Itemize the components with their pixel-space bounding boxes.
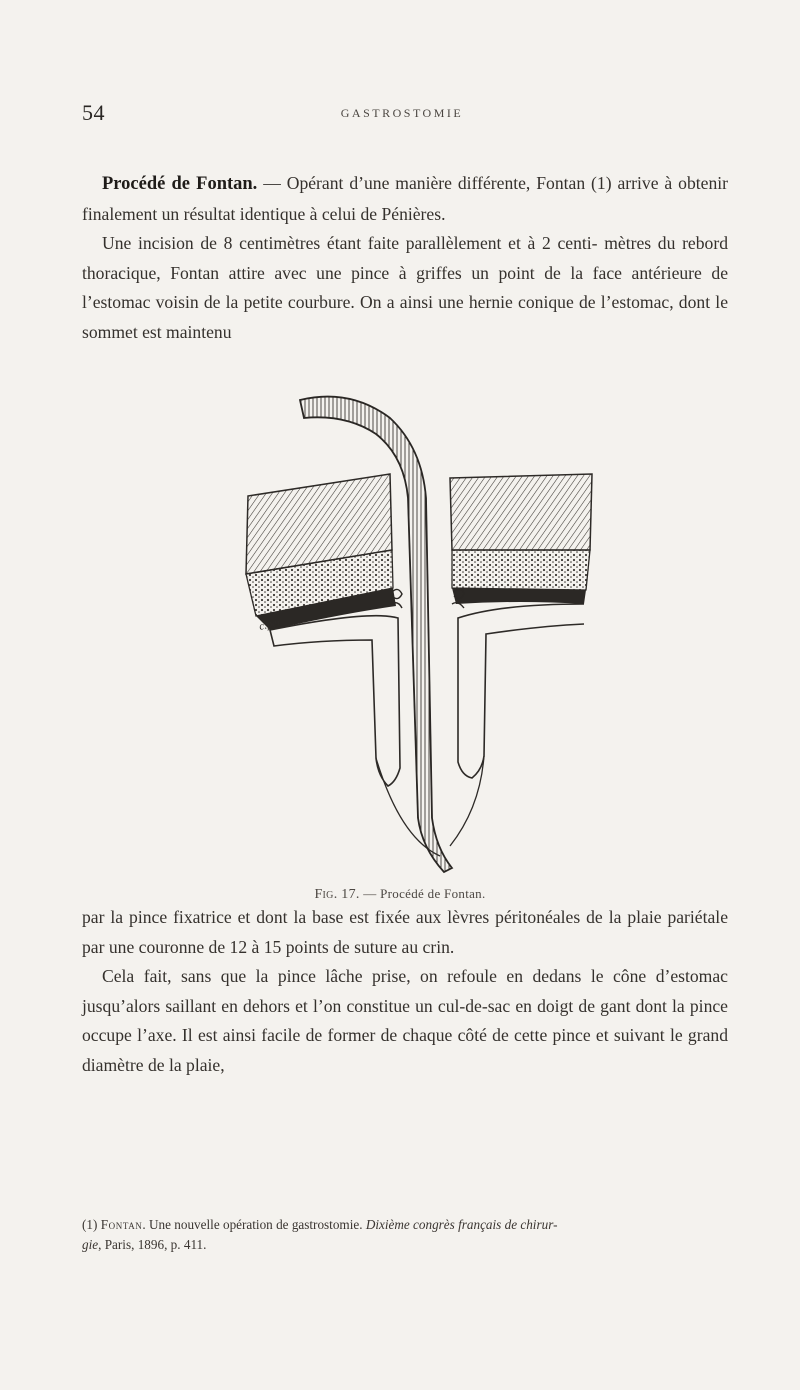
figure-caption [0,886,800,903]
paragraph-1-line-6: a ainsi une hernie conique de l’estomac, dont le sommet est maintenu [82,292,729,342]
page-header [82,100,722,130]
footnote-text-1: . Une nouvelle opération de gastrostomie. [142,1217,366,1232]
paragraph-1-line-5: point de la face antérieure de l’estomac voisin de la petite courbure. On [82,262,729,313]
running-head: GASTROSTOMIE [340,106,464,120]
page-number: 54 [82,100,105,125]
footnote-text-2: , Paris, 1896, p. 411. [98,1237,207,1252]
left-abdominal-wall [246,474,396,630]
figure-caption-label: Fig. 17. [314,887,360,902]
footnote-author: Fontan [100,1217,143,1232]
paragraph-1-line-3: Une incision de 8 centimètres étant faite parallèlement et à 2 centi- [102,233,598,254]
anatomical-engraving [200,378,610,878]
paragraph-2-line-6: de chaque côté de cette pince et suivant le grand diamètre de la plaie, [82,1025,728,1075]
paragraph-2-line-3: Cela fait, sans que la pince lâche prise, on refoule en dedans le cône [102,966,647,987]
paragraph-1-line-1: — Opérant d’une manière différente, Fontan (1) [257,173,612,193]
paragraph-2 [82,903,728,1081]
paragraph-1-line-4: mètres du rebord thoracique, Fontan attire avec une pince à griffes un [82,233,728,283]
footnote-journal-2: gie [82,1237,99,1252]
right-abdominal-wall [450,474,592,604]
paragraph-1-line-2: arrive à obtenir finalement un résultat identique à celui de Pénières. [82,173,728,224]
figure-caption-text: — Procédé de Fontan. [359,886,486,901]
paragraph-2-line-5: en doigt de gant dont la pince occupe l’axe. Il est ainsi facile de former [82,995,728,1046]
paragraph-2-line-1: par la pince fixatrice et dont la base est fixée aux lèvres péritonéales de [82,907,603,927]
footnote-journal: Dixième congrès français de chirur- [365,1217,558,1232]
clamp-forceps [300,397,452,872]
footnote-marker: (1) [82,1217,101,1232]
footnote [82,1215,728,1255]
figure-17-illustration [200,378,610,878]
paragraph-2-line-2: la plaie pariétale par une couronne de 12 à 15 points de suture au crin. [82,907,729,957]
figure-label-c-per: c.pér [257,615,283,633]
section-title: Procédé de Fontan. [102,174,258,194]
paragraph-1 [82,169,728,348]
paragraph-2-line-4: d’estomac jusqu’alors saillant en dehors et l’on constitue un cul-de-sac [82,966,728,1016]
